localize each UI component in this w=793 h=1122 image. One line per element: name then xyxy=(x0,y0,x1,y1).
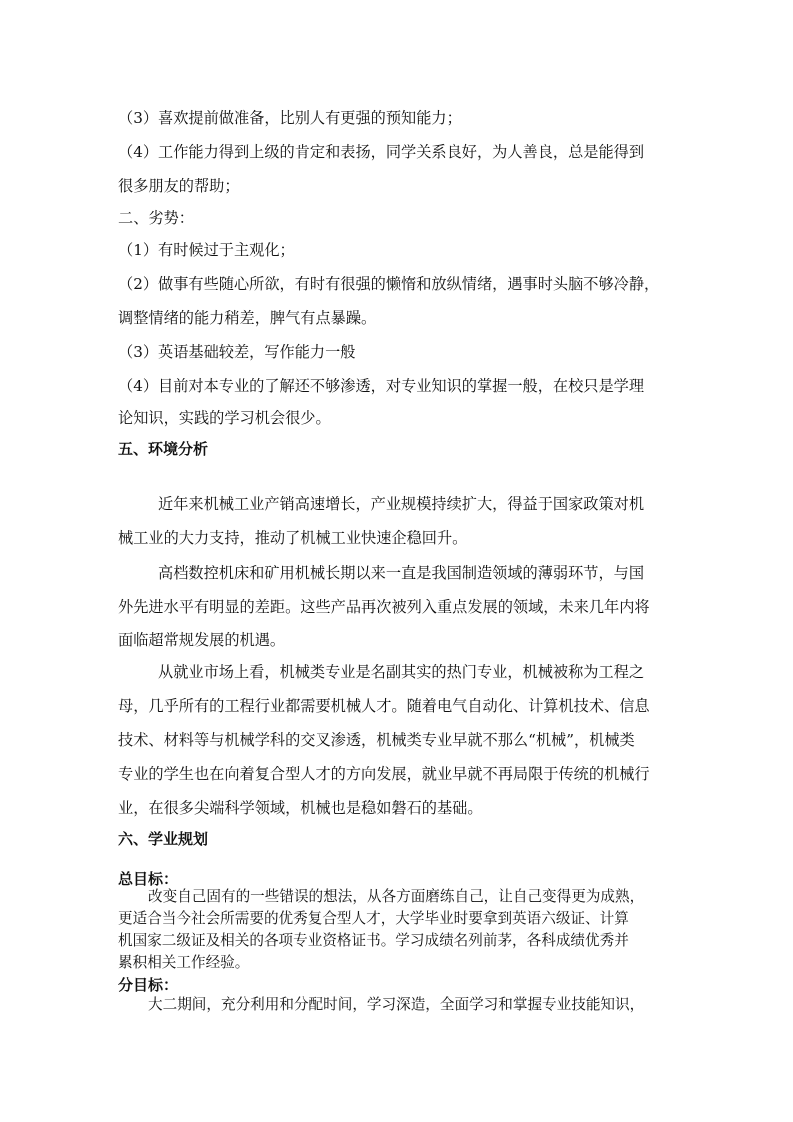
weakness-heading: 二、劣势： xyxy=(118,209,194,227)
sub-goal-heading: 分目标： xyxy=(118,976,179,994)
env-para-2-line-1: 高档数控机床和矿用机械长期以来一直是我国制造领域的薄弱环节，与国 xyxy=(158,564,644,582)
overall-goal-line-2: 更适合当今社会所需要的优秀复合型人才，大学毕业时要拿到英语六级证、计算 xyxy=(118,910,629,927)
env-para-2-line-2: 外先进水平有明显的差距。这些产品再次被列入重点发展的领域，未来几年内将 xyxy=(118,598,650,616)
overall-goal-line-3: 机国家二级证及相关的各项专业资格证书。学习成绩名列前茅，各科成绩优秀并 xyxy=(118,932,629,949)
env-para-3-line-5: 业，在很多尖端科学领域，机械也是稳如磐石的基础。 xyxy=(118,799,483,817)
strength-item-4-line-2: 很多朋友的帮助； xyxy=(118,177,240,195)
env-para-1-line-2: 械工业的大力支持，推动了机械工业快速企稳回升。 xyxy=(118,529,468,547)
weakness-item-2-line-1: （2）做事有些随心所欲，有时有很强的懒惰和放纵情绪，遇事时头脑不够冷静， xyxy=(118,275,660,293)
env-para-1-line-1: 近年来机械工业产销高速增长，产业规模持续扩大，得益于国家政策对机 xyxy=(158,495,644,513)
overall-goal-line-1: 改变自己固有的一些错误的想法，从各方面磨练自己，让自己变得更为成熟， xyxy=(148,888,645,905)
section-5-heading: 五、环境分析 xyxy=(118,440,209,458)
weakness-item-2-line-2: 调整情绪的能力稍差，脾气有点暴躁。 xyxy=(118,309,377,327)
weakness-item-1: （1）有时候过于主观化； xyxy=(118,241,295,259)
env-para-3-line-1: 从就业市场上看，机械类专业是名副其实的热门专业，机械被称为工程之 xyxy=(158,663,644,681)
env-para-3-line-3: 技术、材料等与机械学科的交叉渗透，机械类专业早就不那么“机械”，机械类 xyxy=(118,731,635,749)
sub-goal-line-1: 大二期间，充分利用和分配时间，学习深造，全面学习和掌握专业技能知识， xyxy=(148,996,645,1013)
section-6-heading: 六、学业规划 xyxy=(118,830,209,848)
env-para-2-line-3: 面临超常规发展的机遇。 xyxy=(118,631,286,649)
overall-goal-heading: 总目标： xyxy=(118,870,179,888)
strength-item-4-line-1: （4）工作能力得到上级的肯定和表扬，同学关系良好，为人善良，总是能得到 xyxy=(118,143,645,161)
env-para-3-line-4: 专业的学生也在向着复合型人才的方向发展，就业早就不再局限于传统的机械行 xyxy=(118,765,650,783)
weakness-item-3: （3）英语基础较差，写作能力一般 xyxy=(118,343,356,361)
weakness-item-4-line-2: 论知识，实践的学习机会很少。 xyxy=(118,409,331,427)
strength-item-3: （3）喜欢提前做准备，比别人有更强的预知能力； xyxy=(118,109,462,127)
env-para-3-line-2: 母，几乎所有的工程行业都需要机械人才。随着电气自动化、计算机技术、信息 xyxy=(118,697,650,715)
weakness-item-4-line-1: （4）目前对本专业的了解还不够渗透，对专业知识的掌握一般，在校只是学理 xyxy=(118,377,645,395)
overall-goal-line-4: 累积相关工作经验。 xyxy=(118,954,250,971)
